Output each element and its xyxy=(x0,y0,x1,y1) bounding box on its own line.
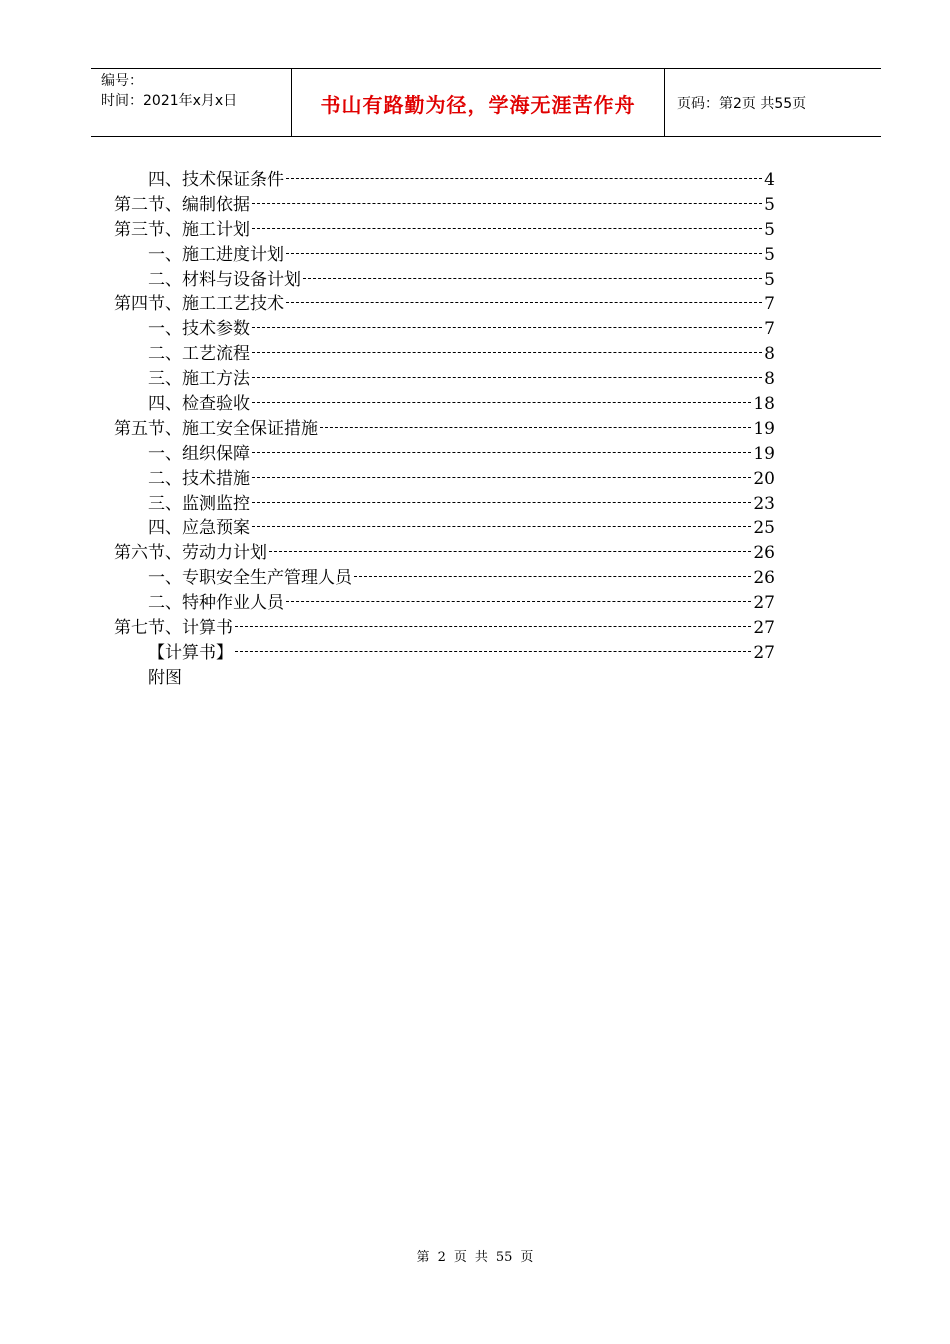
toc-entry-page: 23 xyxy=(753,493,775,514)
toc-entry-leader xyxy=(252,451,751,453)
toc-entry-label: 四、检查验收 xyxy=(148,394,250,415)
toc-entry-label: 第七节、计算书 xyxy=(114,618,233,639)
toc-entry-label: 【计算书】 xyxy=(148,642,233,663)
toc-entry[interactable] xyxy=(0,591,950,616)
header-page-info: 页码：第2页 共55页 xyxy=(677,96,807,112)
document-time-label: 时间：2021年x月x日 xyxy=(101,93,238,109)
toc-entry-leader xyxy=(252,525,751,527)
toc-entry-page: 18 xyxy=(753,394,775,415)
toc-entry[interactable] xyxy=(0,367,950,392)
toc-entry[interactable] xyxy=(0,417,950,442)
toc-entry-page: 5 xyxy=(764,194,775,215)
toc-entry-page: 27 xyxy=(753,642,775,663)
document-number-label: 编号： xyxy=(101,73,143,89)
toc-entry-label: 第六节、劳动力计划 xyxy=(114,543,267,564)
footer-ye: 页 xyxy=(453,1250,467,1265)
toc-entry-label: 三、施工方法 xyxy=(148,369,250,390)
toc-entry-page: 7 xyxy=(764,294,775,315)
toc-entry-label: 二、技术措施 xyxy=(148,468,250,489)
table-of-contents xyxy=(0,168,950,691)
toc-entry-label: 四、技术保证条件 xyxy=(148,170,284,190)
toc-entry-leader xyxy=(235,625,751,627)
toc-entry-label: 一、施工进度计划 xyxy=(148,244,284,265)
toc-entry[interactable] xyxy=(0,392,950,417)
toc-entry[interactable] xyxy=(0,541,950,566)
footer-gong: 共 xyxy=(474,1250,488,1265)
toc-entry-leader xyxy=(320,426,751,428)
toc-entry-leader xyxy=(286,177,762,179)
toc-entry-page: 20 xyxy=(753,468,775,489)
toc-entry-label: 一、组织保障 xyxy=(148,443,250,464)
toc-entry-label: 一、技术参数 xyxy=(148,319,250,340)
toc-entry[interactable] xyxy=(0,243,950,268)
toc-entry-label: 附图 xyxy=(148,667,182,688)
toc-entry-label: 第四节、施工工艺技术 xyxy=(114,294,284,315)
toc-entry-label: 四、应急预案 xyxy=(148,518,250,539)
toc-entry-page: 8 xyxy=(764,369,775,390)
toc-entry-leader xyxy=(252,376,762,378)
toc-entry-leader xyxy=(252,202,762,204)
toc-entry[interactable] xyxy=(0,268,950,293)
toc-entry-leader xyxy=(252,476,751,478)
toc-entry-label: 第五节、施工安全保证措施 xyxy=(114,418,318,439)
toc-entry-label: 三、监测监控 xyxy=(148,493,250,514)
toc-entry[interactable] xyxy=(0,492,950,517)
page-footer xyxy=(0,1246,950,1265)
toc-entry[interactable] xyxy=(0,342,950,367)
toc-entry-leader xyxy=(252,501,751,503)
toc-entry[interactable] xyxy=(0,317,950,342)
toc-entry[interactable] xyxy=(0,218,950,243)
toc-entry-page: 4 xyxy=(764,170,775,190)
footer-total-pages: 55 xyxy=(495,1250,513,1265)
page-header xyxy=(91,68,881,137)
toc-entry-page: 7 xyxy=(764,319,775,340)
toc-entry-label: 第三节、施工计划 xyxy=(114,219,250,240)
toc-entry[interactable] xyxy=(0,292,950,317)
footer-di: 第 xyxy=(416,1250,430,1265)
toc-entry-leader xyxy=(252,326,762,328)
toc-entry-page: 5 xyxy=(764,244,775,265)
toc-entry-leader xyxy=(303,277,762,279)
toc-entry-page: 19 xyxy=(753,418,775,439)
toc-entry-leader xyxy=(252,227,762,229)
header-right-cell xyxy=(665,69,881,136)
toc-entry[interactable] xyxy=(0,193,950,218)
toc-entry-label: 二、材料与设备计划 xyxy=(148,269,301,290)
toc-entry[interactable] xyxy=(0,168,950,193)
toc-entry-leader xyxy=(252,351,762,353)
footer-ye-2: 页 xyxy=(520,1250,534,1265)
toc-entry-leader xyxy=(286,301,762,303)
toc-entry[interactable] xyxy=(0,467,950,492)
toc-entry[interactable] xyxy=(0,442,950,467)
toc-entry-label: 一、专职安全生产管理人员 xyxy=(148,568,352,589)
footer-page-number: 2 xyxy=(437,1250,446,1265)
toc-entry-leader xyxy=(252,401,751,403)
toc-entry-label: 二、工艺流程 xyxy=(148,344,250,365)
toc-entry-leader xyxy=(286,252,762,254)
toc-entry-leader xyxy=(354,575,751,577)
toc-entry-page: 5 xyxy=(764,219,775,240)
toc-entry-page: 19 xyxy=(753,443,775,464)
toc-entry[interactable] xyxy=(0,641,950,666)
toc-entry-label: 二、特种作业人员 xyxy=(148,593,284,614)
toc-entry[interactable] xyxy=(0,616,950,641)
toc-entry[interactable] xyxy=(0,666,950,691)
toc-entry-page: 26 xyxy=(753,568,775,589)
header-left-cell xyxy=(91,69,292,136)
toc-entry-leader xyxy=(269,550,751,552)
header-motto: 书山有路勤为径，学海无涯苦作舟 xyxy=(320,93,636,117)
toc-entry-page: 27 xyxy=(753,593,775,614)
header-middle-cell xyxy=(292,69,665,136)
toc-entry-page: 25 xyxy=(753,518,775,539)
toc-entry-leader xyxy=(286,600,751,602)
toc-entry[interactable] xyxy=(0,566,950,591)
toc-entry-page: 8 xyxy=(764,344,775,365)
toc-entry-leader xyxy=(235,650,751,652)
toc-entry-page: 27 xyxy=(753,618,775,639)
toc-entry-page: 5 xyxy=(764,269,775,290)
toc-entry[interactable] xyxy=(0,516,950,541)
toc-entry-label: 第二节、编制依据 xyxy=(114,194,250,215)
toc-entry-page: 26 xyxy=(753,543,775,564)
